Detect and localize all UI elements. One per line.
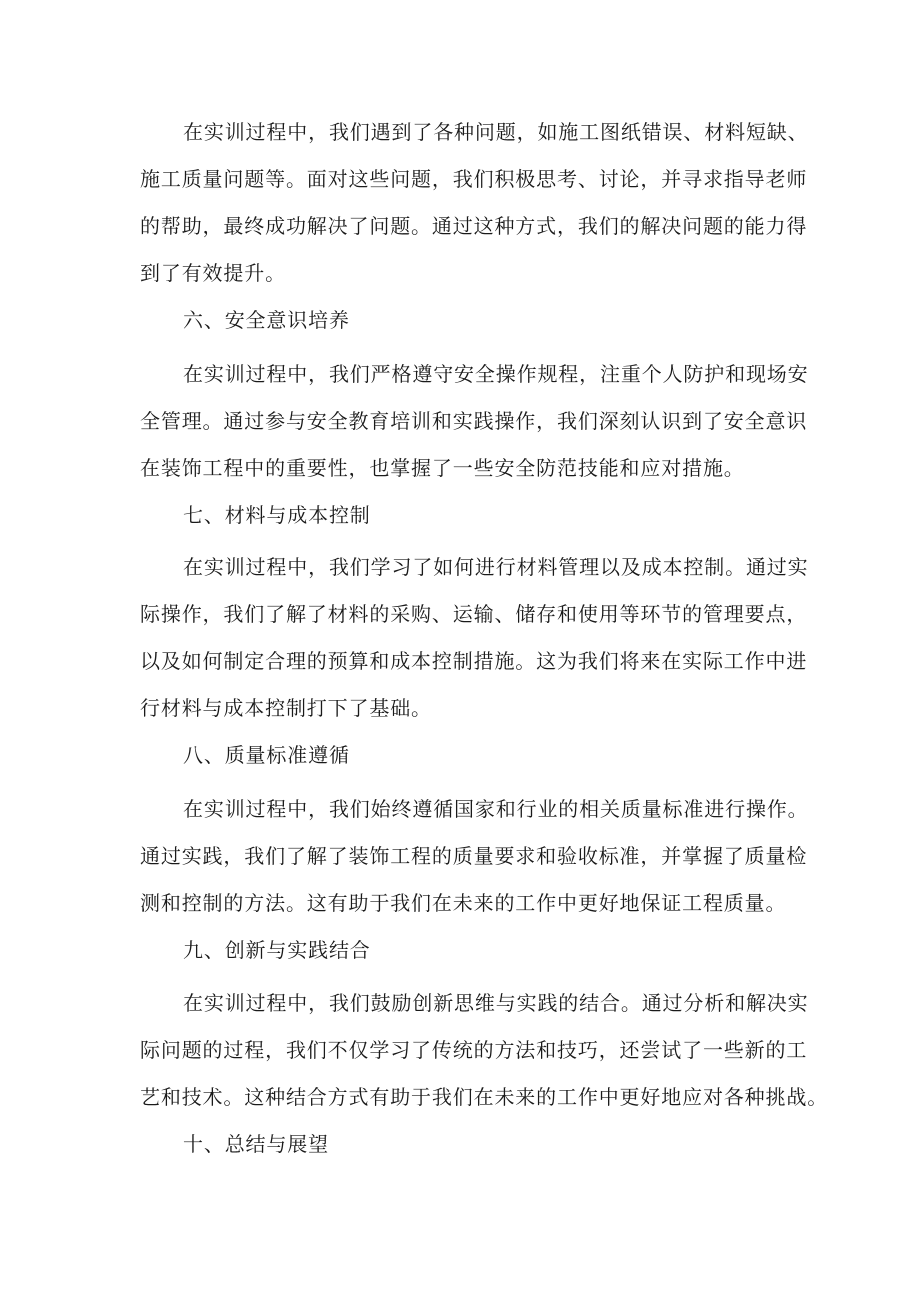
paragraph-line: 在实训过程中，我们严格遵守安全操作规程，注重个人防护和现场安: [183, 362, 809, 386]
paragraph-line: 的帮助，最终成功解决了问题。通过这种方式，我们的解决问题的能力得: [140, 214, 808, 238]
section-heading-materials-cost: 七、材料与成本控制: [183, 503, 371, 527]
section-heading-quality-standards: 八、质量标准遵循: [183, 743, 350, 767]
paragraph-line: 在实训过程中，我们始终遵循国家和行业的相关质量标准进行操作。: [183, 797, 809, 821]
section-heading-safety: 六、安全意识培养: [183, 308, 350, 332]
paragraph-line: 通过实践，我们了解了装饰工程的质量要求和验收标准，并掌握了质量检: [140, 844, 808, 868]
paragraph-line: 在装饰工程中的重要性，也掌握了一些安全防范技能和应对措施。: [140, 456, 745, 480]
paragraph-line: 全管理。通过参与安全教育培训和实践操作，我们深刻认识到了安全意识: [140, 409, 808, 433]
section-heading-innovation: 九、创新与实践结合: [183, 938, 371, 962]
section-heading-summary: 十、总结与展望: [183, 1132, 329, 1156]
paragraph-line: 施工质量问题等。面对这些问题，我们积极思考、讨论，并寻求指导老师: [140, 167, 808, 191]
paragraph-line: 际问题的过程，我们不仅学习了传统的方法和技巧，还尝试了一些新的工: [140, 1038, 808, 1062]
paragraph-line: 际操作，我们了解了材料的采购、运输、储存和使用等环节的管理要点，: [140, 602, 808, 626]
paragraph-line: 艺和技术。这种结合方式有助于我们在未来的工作中更好地应对各种挑战。: [140, 1085, 829, 1109]
paragraph-line: 测和控制的方法。这有助于我们在未来的工作中更好地保证工程质量。: [140, 891, 787, 915]
paragraph-line: 在实训过程中，我们遇到了各种问题，如施工图纸错误、材料短缺、: [183, 120, 809, 144]
paragraph-line: 以及如何制定合理的预算和成本控制措施。这为我们将来在实际工作中进: [140, 649, 808, 673]
paragraph-line: 在实训过程中，我们学习了如何进行材料管理以及成本控制。通过实: [183, 555, 809, 579]
paragraph-line: 在实训过程中，我们鼓励创新思维与实践的结合。通过分析和解决实: [183, 991, 809, 1015]
paragraph-line: 到了有效提升。: [140, 261, 286, 285]
paragraph-line: 行材料与成本控制打下了基础。: [140, 696, 432, 720]
